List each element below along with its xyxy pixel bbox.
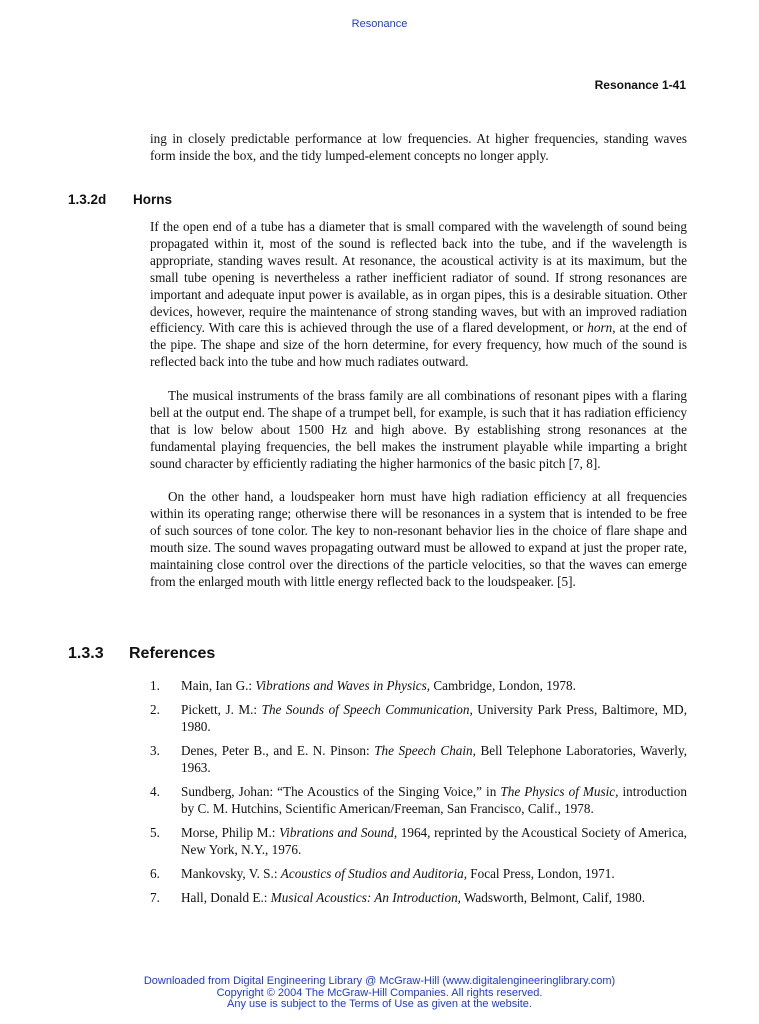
reference-author: Sundberg, Johan: “The Acoustics of the Singing Voice,” in — [181, 784, 501, 799]
reference-publisher: introduction by C. M. Hutchins, Scientific American/Freeman, San Francisco, Calif., 1978. — [181, 784, 687, 816]
reference-title: Acoustics of Studios and Auditoria, — [280, 866, 467, 881]
reference-publisher: Wadsworth, Belmont, Calif, 1980. — [460, 890, 646, 905]
reference-title: The Physics of Music, — [500, 784, 619, 799]
reference-number: 2. — [150, 702, 160, 717]
reference-author: Mankovsky, V. S.: — [181, 866, 281, 881]
reference-title: Musical Acoustics: An Introduction, — [270, 890, 461, 905]
reference-number: 3. — [150, 743, 160, 758]
horns-paragraph-1 — [150, 219, 687, 371]
reference-number: 6. — [150, 866, 160, 881]
reference-author: Morse, Philip M.: — [181, 825, 280, 840]
reference-publisher: Cambridge, London, 1978. — [430, 678, 576, 693]
footer-terms-link[interactable]: Any use is subject to the Terms of Use as given at the website. — [227, 998, 532, 1010]
section-title-horns: Horns — [133, 192, 173, 207]
horns-paragraph-2: The musical instruments of the brass family are all combinations of resonant pipes with a flaring bell at the output end. The shape of a trumpet bell, for example, is such that it has radiation efficiency that is low below about 1500 Hz and high above. By establishing strong resonances at the fundamental playing frequencies, the bell makes the instrument playable while imparting a bright sound character by efficiently radiating the higher harmonics of the basic pitch [7, 8]. — [150, 388, 687, 471]
reference-item — [150, 824, 687, 858]
section-number-references: 1.3.3 — [68, 645, 104, 662]
reference-author: Denes, Peter B., and E. N. Pinson: — [181, 743, 375, 758]
reference-list — [150, 677, 687, 913]
horns-p1-text-a: If the open end of a tube has a diameter that is small compared with the wavelength of sound being propagated within it, most of the sound is reflected back into the tube, and if the wavelength is appropriate, standing waves result. At resonance, the acoustical activity is at its maximum, but the small tube opening is nevertheless a rather inefficient radiator of sound. If strong resonances are important and adequate input power is available, as in organ pipes, this is a desirable situation. Other devices, however, require the maintenance of strong standing waves, but with an improved radiation efficiency. With care this is achieved through the use of a flared development, or — [150, 219, 687, 336]
intro-paragraph: ing in closely predictable performance at low frequencies. At higher frequencies, standing waves form inside the box, and the tidy lumped-element concepts no longer apply. — [150, 131, 687, 163]
reference-author: Main, Ian G.: — [181, 678, 256, 693]
reference-publisher: 1964, reprinted by the Acoustical Society of America, New York, N.Y., 1976. — [181, 825, 687, 857]
reference-number: 5. — [150, 825, 160, 840]
section-number-horns: 1.3.2d — [68, 192, 107, 207]
chapter-link[interactable]: Resonance — [351, 18, 408, 30]
running-head: Resonance 1-41 — [594, 78, 686, 92]
reference-item — [150, 783, 687, 817]
reference-item — [150, 677, 687, 694]
reference-author: Pickett, J. M.: — [181, 702, 262, 717]
horns-paragraph-3: On the other hand, a loudspeaker horn must have high radiation efficiency at all frequencies within its operating range; otherwise there will be resonances in a system that is intended to be free of such sources of tone color. The key to non-resonant behavior lies in the choice of flare shape and mouth size. The sound waves propagating outward must be allowed to expand at just the proper rate, maintaining close control over the directions of the particle velocities, so that the waves can emerge from the enlarged mouth with little energy reflected back to the loudspeaker. [5]. — [150, 489, 687, 589]
reference-item — [150, 742, 687, 776]
reference-number: 1. — [150, 678, 160, 693]
reference-publisher: Focal Press, London, 1971. — [467, 866, 615, 881]
reference-title: The Speech Chain, — [374, 743, 476, 758]
reference-title: Vibrations and Sound, — [279, 825, 398, 840]
footer-download-link[interactable]: Downloaded from Digital Engineering Library @ McGraw-Hill (www.digitalengineeringlibrary.com) — [143, 975, 616, 987]
reference-publisher: Bell Telephone Laboratories, Waverly, 1963. — [181, 743, 687, 775]
reference-item — [150, 889, 687, 906]
horns-p1-emphasis: horn — [587, 320, 613, 336]
section-title-references: References — [129, 645, 216, 662]
horns-p1-text-b: , at the end of the pipe. The shape and size of the horn determine, for every frequency, how much of the sound is reflected back into the tube and how much radiates outward. — [150, 320, 688, 370]
reference-publisher: University Park Press, Baltimore, MD, 1980. — [181, 702, 687, 734]
reference-title: The Sounds of Speech Communication, — [261, 702, 473, 717]
footer — [0, 976, 759, 1011]
reference-title: Vibrations and Waves in Physics, — [255, 678, 431, 693]
reference-number: 7. — [150, 890, 160, 905]
reference-author: Hall, Donald E.: — [181, 890, 271, 905]
reference-item — [150, 701, 687, 735]
reference-item — [150, 865, 687, 882]
reference-number: 4. — [150, 784, 160, 799]
footer-copyright: Copyright © 2004 The McGraw-Hill Companies. All rights reserved. — [216, 986, 543, 999]
